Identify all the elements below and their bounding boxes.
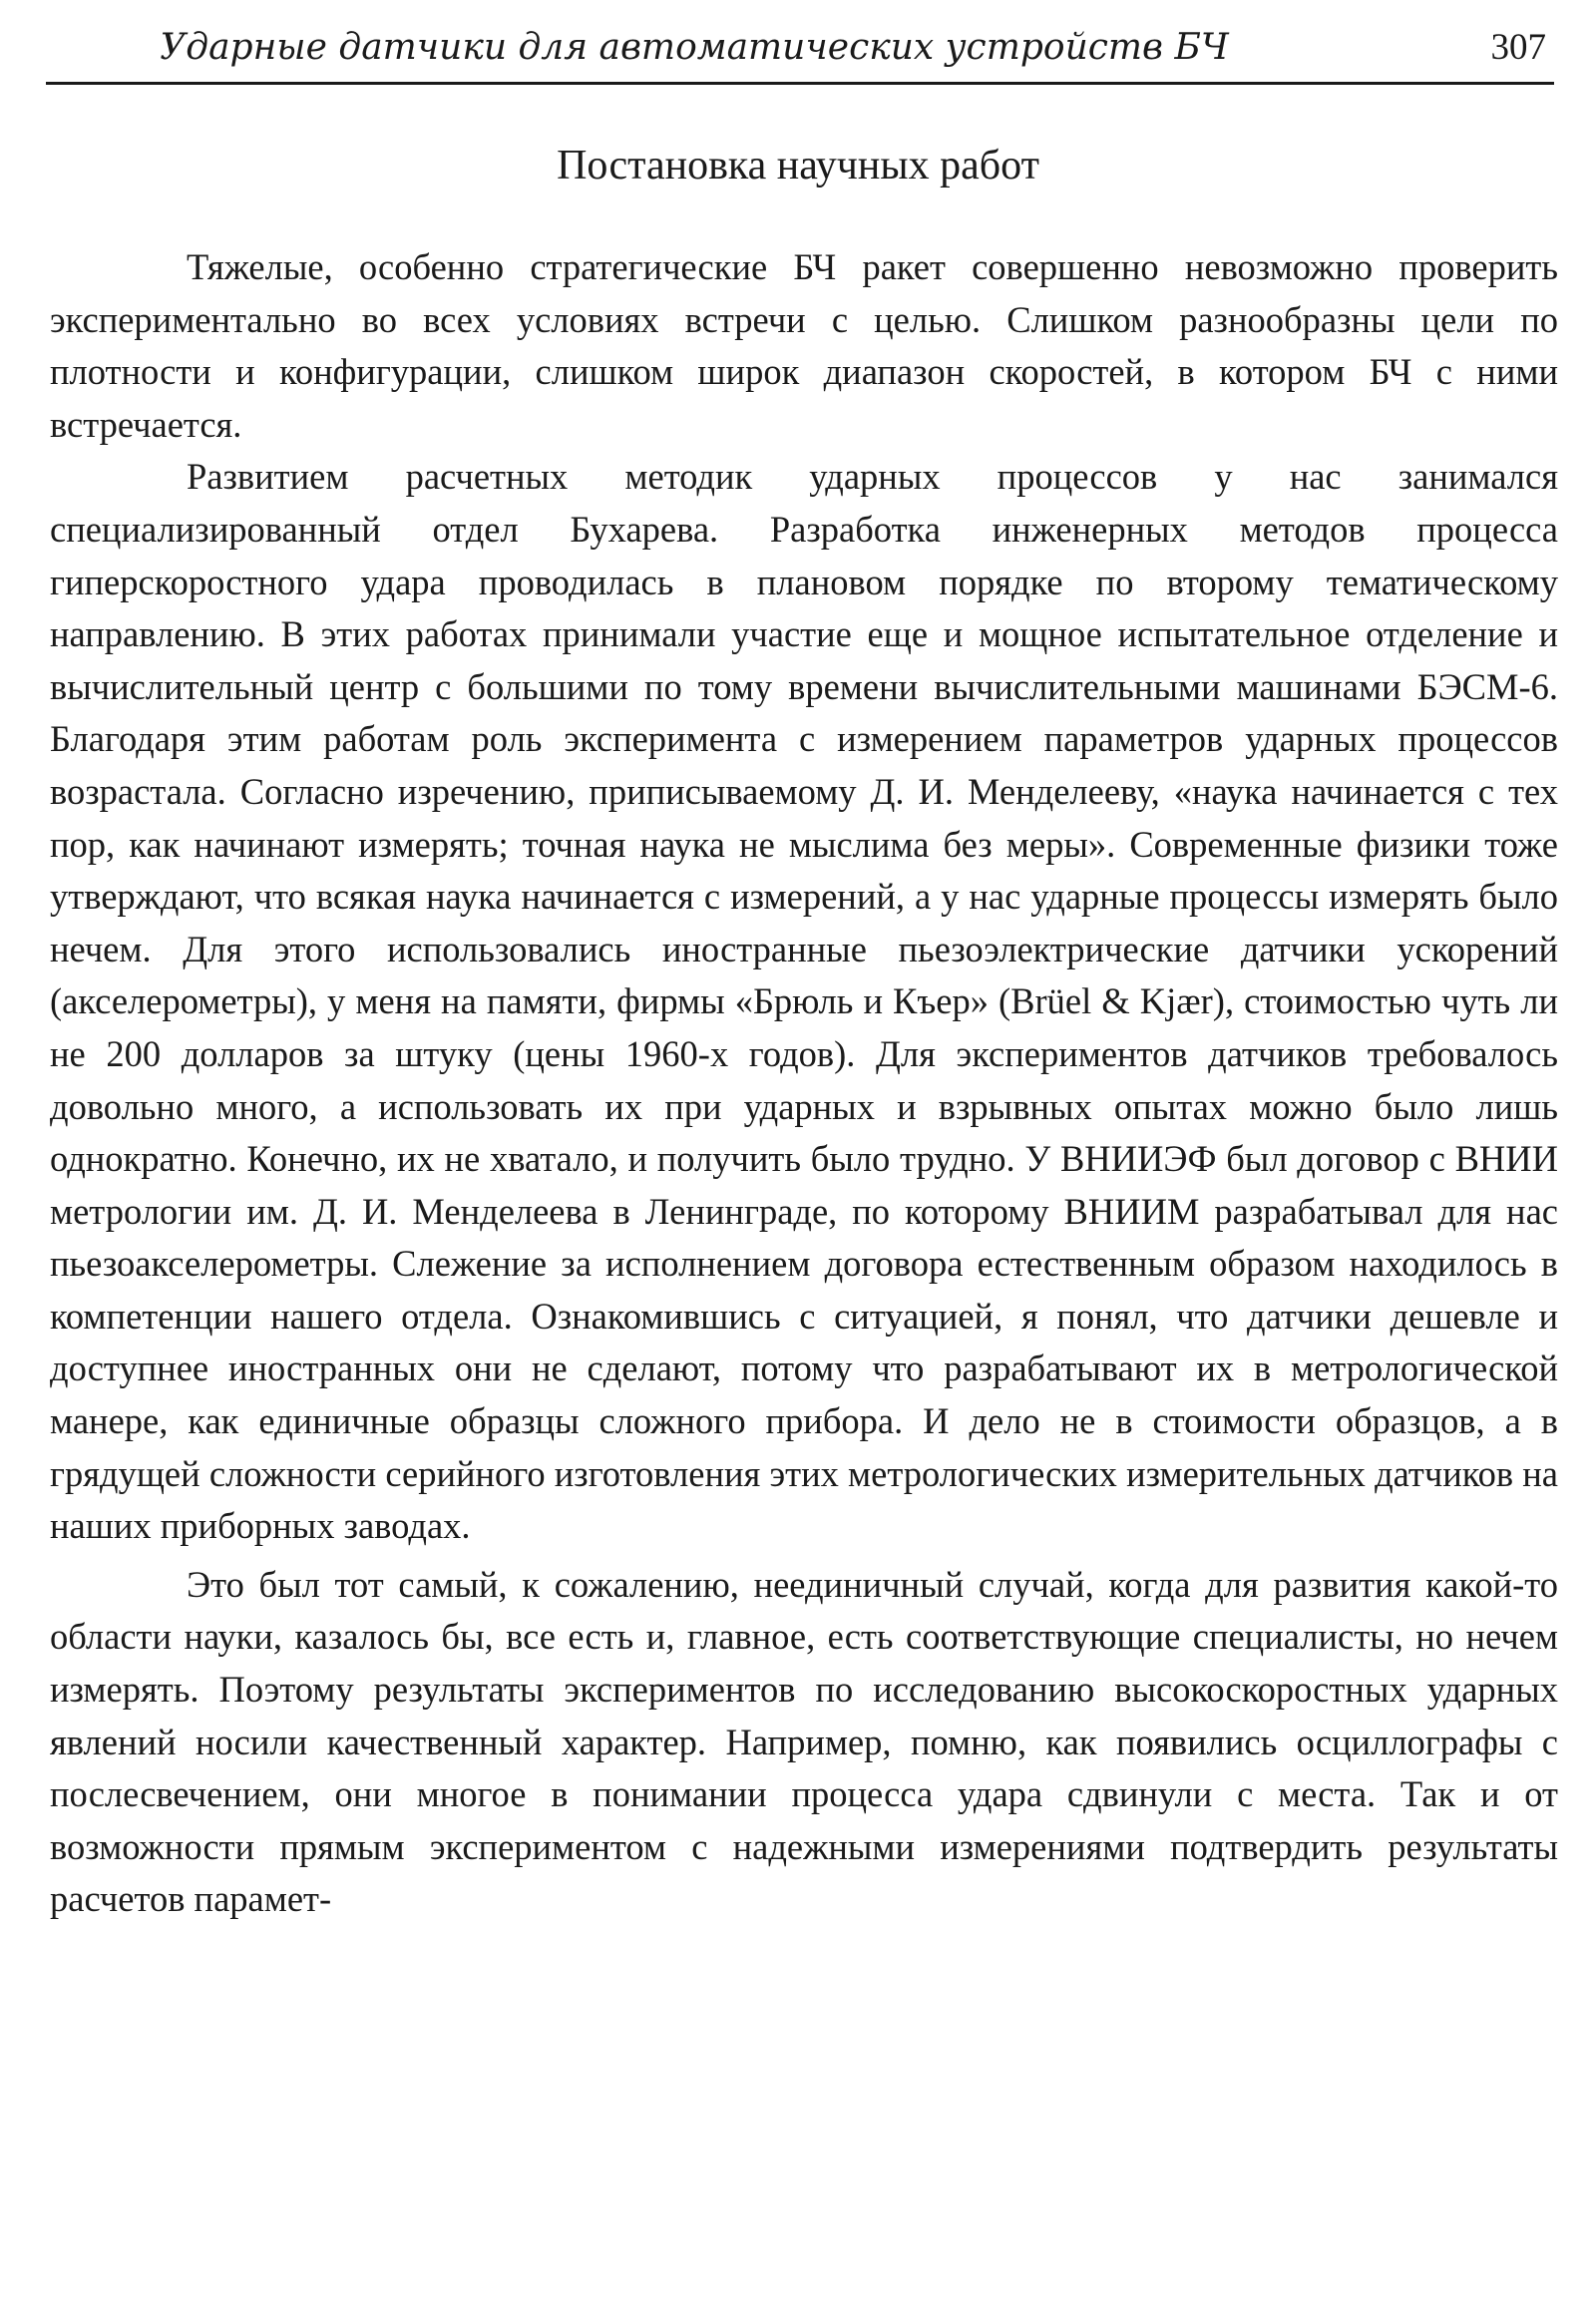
paragraph: Тяжелые, особенно стратегические БЧ ракет совершенно невозможно проверить экспериментально во всех условиях встречи с целью. Слишком разнообразны цели по плотности и конфигурации, слишком широк диапазон скоростей, в котором БЧ с ними встречается. (50, 246, 1558, 445)
running-header (46, 22, 1554, 85)
paragraph: Развитием расчетных методик ударных процессов у нас занимался специализированный отдел Бухарева. Разработка инженерных методов процесса гиперскоростного удара проводилась в плановом порядке по второму тематическому направлению. В этих работах принимали участие еще и мощное испытательное отделение и вычислительный центр с большими по тому времени вычислительными машинами БЭСМ-6. Благодаря этим работам роль эксперимента с измерением параметров ударных процессов возрастала. Согласно изречению, приписываемому Д. И. Менделееву, «наука начинается с тех пор, как начинают измерять; точная наука не мыслима без меры». Современные физики тоже утверждают, что всякая наука начинается с измерений, а у нас ударные процессы измерять было нечем. Для этого использовались иностранные пьезоэлектрические датчики ускорений (акселерометры), у меня на памяти, фирмы «Брюль и Къер» (Brüel & Kjær), стоимостью чуть ли не 200 долларов за штуку (цены 1960-х годов). Для экспериментов датчиков требовалось довольно много, а использовать их при ударных и взрывных опытах можно было лишь однократно. Конечно, их не хватало, и получить было трудно. У ВНИИЭФ был договор с ВНИИ метрологии им. Д. И. Менделеева в Ленинграде, по которому ВНИИМ разрабатывал для нас пьезоакселерометры. Слежение за исполнением договора естественным образом находилось в компетенции нашего отдела. Ознакомившись с ситуацией, я понял, что датчики дешевле и доступнее иностранных они не сделают, потому что разрабатывают их в метрологической манере, как единичные образцы сложного прибора. И дело не в стоимости образцов, а в грядущей сложности серийного изготовления этих метрологических измерительных датчиков на наших приборных заводах. (50, 456, 1558, 1547)
section-heading: Постановка научных работ (557, 143, 1039, 189)
page-number: 307 (1490, 27, 1546, 68)
running-title: Ударные датчики для автоматических устройств БЧ (160, 27, 1229, 68)
paragraph: Это был тот самый, к сожалению, неединичный случай, когда для развития какой-то области науки, казалось бы, все есть и, главное, есть соответствующие специалисты, но нечем измерять. Поэтому результаты экспериментов по исследованию высокоскоростных ударных явлений носили качественный характер. Например, помню, как появились осциллографы с послесвечением, они многое в понимании процесса удара сдвинули с места. Так и от возможности прямым экспериментом с надежными измерениями подтвердить результаты расчетов парамет- (50, 1563, 1558, 1920)
body-text (50, 241, 1558, 1926)
